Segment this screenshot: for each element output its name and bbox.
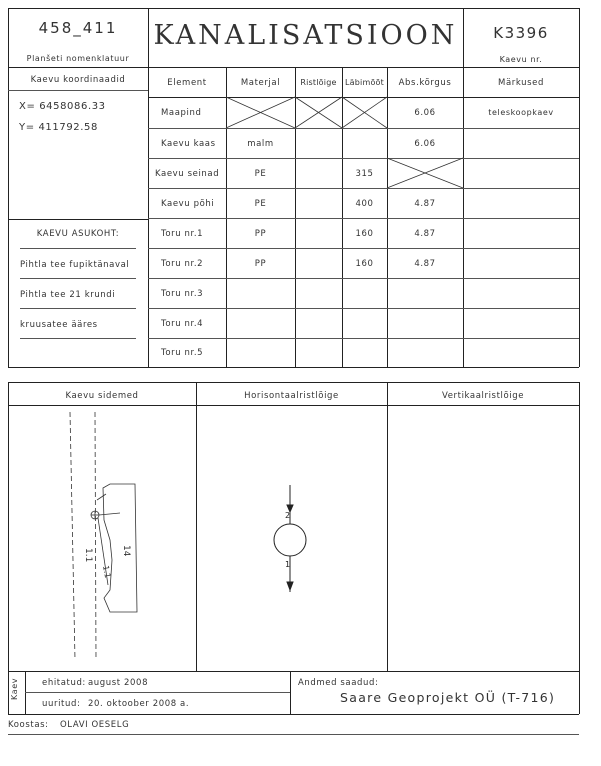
row-toru1-material: PP: [254, 229, 267, 239]
row-toru2-abs: 4.87: [414, 259, 436, 269]
row-kaas-abs: 6.06: [414, 139, 436, 149]
row-toru5-element: Toru nr.5: [161, 348, 204, 358]
row-pohi-abs: 4.87: [414, 199, 436, 209]
header-abs-height: Abs.kõrgus: [398, 78, 452, 88]
ties-label: Kaevu sidemed: [65, 391, 139, 401]
manhole-circle: [274, 524, 306, 556]
row-toru1-abs: 4.87: [414, 229, 436, 239]
page-title: KANALISATSIOON: [153, 20, 458, 51]
row-toru2-element: Toru nr.2: [161, 259, 204, 269]
well-id-label: Kaevu nr.: [499, 55, 543, 64]
location-label: KAEVU ASUKOHT:: [36, 229, 120, 239]
row-kaas-element: Kaevu kaas: [161, 139, 216, 149]
footer-left-edge: [8, 671, 9, 714]
header-element: Element: [167, 78, 207, 88]
author-underline: [8, 734, 579, 735]
author-label: Koostas:: [8, 720, 49, 730]
surveyed-value: 20. oktoober 2008 a.: [88, 699, 190, 709]
data-source-value: Saare Geoprojekt OÜ (T-716): [340, 690, 556, 705]
row-seinad-diameter: 315: [355, 169, 374, 179]
tie-dim-1: 14: [121, 545, 131, 557]
location-text-1: Pihtla tee fupiktänaval: [20, 260, 130, 270]
row-pohi-element: Kaevu põhi: [161, 199, 215, 209]
location-text-3: kruusatee ääres: [20, 320, 98, 330]
pipe-out-number: 1: [285, 560, 291, 569]
header-material: Materjal: [240, 78, 281, 88]
data-source-label: Andmed saadud:: [298, 678, 379, 688]
row-maapind-remarks: teleskoopkaev: [488, 108, 554, 117]
coordinate-x: X= 6458086.33: [19, 101, 106, 112]
coordinate-y: Y= 411792.58: [19, 122, 98, 133]
row-pohi-material: PE: [254, 199, 267, 209]
coordinates-label: Kaevu koordinaadid: [30, 75, 126, 85]
row-toru1-element: Toru nr.1: [161, 229, 204, 239]
footer-side-label: Kaev: [10, 677, 19, 700]
header-remarks: Märkused: [498, 78, 544, 88]
row-seinad-element: Kaevu seinad: [155, 169, 220, 179]
nomenclature-label: Planšeti nomenklatuur: [26, 54, 130, 63]
well-id: K3396: [493, 24, 549, 42]
author-name: OLAVI OESELG: [60, 720, 130, 730]
surveyed-label: uuritud:: [42, 699, 81, 709]
footer-row-line: [25, 692, 290, 693]
nomenclature-code: 458_411: [38, 19, 118, 37]
tie-dim-3: 1.1: [101, 564, 113, 579]
pipe-in-number: 2: [285, 511, 291, 520]
built-value: august 2008: [88, 678, 149, 688]
header-cross-section: Ristlõige: [300, 78, 337, 87]
row-toru2-diameter: 160: [355, 259, 374, 269]
vertical-section-label: Vertikaalristlõige: [441, 391, 525, 401]
row-kaas-material: malm: [247, 139, 274, 149]
horizontal-section-label: Horisontaalristlõige: [244, 391, 339, 401]
location-text-2: Pihtla tee 21 krundi: [20, 290, 116, 300]
row-maapind-abs: 6.06: [414, 108, 436, 118]
row-toru2-material: PP: [254, 259, 267, 269]
row-toru4-element: Toru nr.4: [161, 319, 204, 329]
footer-right-edge: [579, 671, 580, 714]
row-toru1-diameter: 160: [355, 229, 374, 239]
row-toru3-element: Toru nr.3: [161, 289, 204, 299]
row-maapind-element: Maapind: [161, 108, 202, 118]
row-pohi-diameter: 400: [355, 199, 374, 209]
footer-mid-divider: [290, 671, 291, 714]
row-seinad-material: PE: [254, 169, 267, 179]
pipe-out-arrow: [287, 582, 293, 590]
tie-dim-2: 1.1: [83, 548, 93, 563]
footer-line: [8, 714, 579, 715]
built-label: ehitatud:: [42, 678, 86, 688]
header-diameter: Läbimõõt: [345, 78, 384, 87]
